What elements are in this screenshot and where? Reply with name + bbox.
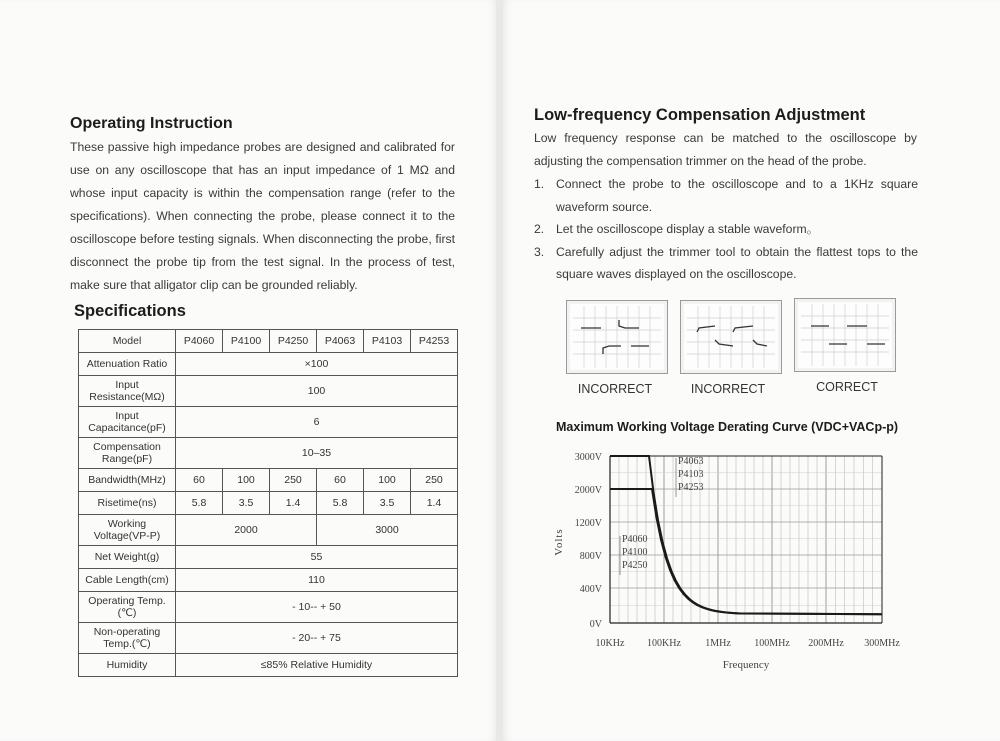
table-row (79, 654, 458, 677)
annotation-label: P4063 (678, 456, 704, 467)
model-cell: P4060 (176, 330, 223, 353)
working-voltage-label: Working Voltage(VP-P) (79, 515, 176, 546)
bandwidth-cell: 250 (270, 469, 317, 492)
bandwidth-label: Bandwidth(MHz) (79, 469, 176, 492)
risetime-cell: 1.4 (270, 492, 317, 515)
derating-chart (540, 440, 920, 680)
scope-label: CORRECT (816, 380, 878, 394)
model-label: Model (79, 330, 176, 353)
table-row (79, 569, 458, 592)
lowfreq-paragraph: Low frequency response can be matched to the oscilloscope by adjusting the compensation trimmer on the head of the probe. (534, 131, 917, 168)
step-text: Carefully adjust the trimmer tool to obtain the flattest tops to the square waves displayed on the oscilloscope. (556, 244, 918, 281)
chart-title: Maximum Working Voltage Derating Curve (VDC+VACp-p) (556, 420, 899, 434)
input-resistance-label: Input Resistance(MΩ) (79, 376, 176, 407)
x-tick-label: 200MHz (808, 638, 844, 649)
table-row (79, 546, 458, 569)
waveform-overshoot-icon (573, 306, 661, 368)
x-tick-labels (596, 638, 901, 649)
scope-screen-correct (794, 298, 896, 372)
operating-heading: Operating Instruction (70, 115, 233, 132)
table-row (79, 330, 458, 353)
input-capacitance-label: Input Capacitance(pF) (79, 407, 176, 438)
y-tick-label: 800V (579, 551, 602, 562)
attenuation-value: ×100 (176, 353, 458, 376)
step-number: 3. (534, 244, 545, 259)
bandwidth-cell: 60 (176, 469, 223, 492)
specifications-heading: Specifications (74, 302, 186, 320)
annotation-label: P4103 (678, 469, 704, 480)
annotation-label: P4060 (622, 534, 648, 545)
list-item (534, 241, 918, 286)
table-row (79, 407, 458, 438)
risetime-cell: 1.4 (411, 492, 458, 515)
nonoperating-temp-label: Non-operating Temp.(℃) (79, 623, 176, 654)
series-line (610, 456, 882, 614)
net-weight-value: 55 (176, 546, 458, 569)
y-tick-label: 3000V (574, 452, 602, 463)
risetime-cell: 5.8 (317, 492, 364, 515)
model-cell: P4063 (317, 330, 364, 353)
step-number: 2. (534, 222, 545, 236)
risetime-cell: 3.5 (364, 492, 411, 515)
bandwidth-cell: 60 (317, 469, 364, 492)
compensation-label: Compensation Range(pF) (79, 438, 176, 469)
bandwidth-cell: 100 (223, 469, 270, 492)
risetime-cell: 5.8 (176, 492, 223, 515)
chart-axes (610, 456, 882, 623)
compensation-value: 10–35 (176, 438, 458, 469)
x-axis-label: Frequency (722, 659, 770, 671)
table-row (79, 353, 458, 376)
series-line (610, 489, 882, 614)
x-tick-label: 10KHz (595, 638, 625, 649)
chart-series (610, 456, 882, 614)
risetime-label: Risetime(ns) (79, 492, 176, 515)
x-tick-label: 100MHz (754, 638, 790, 649)
annotation-label: P4253 (678, 482, 704, 493)
chart-grid (610, 456, 882, 623)
operating-temp-label: Operating Temp.(℃) (79, 592, 176, 623)
scope-screen-undercompensated (680, 300, 782, 374)
model-cell: P4103 (364, 330, 411, 353)
y-tick-label: 400V (579, 584, 602, 595)
scope-screen-overcompensated (566, 300, 668, 374)
table-row (79, 515, 458, 546)
step-number: 1. (534, 177, 545, 191)
left-page (0, 0, 497, 741)
risetime-cell: 3.5 (223, 492, 270, 515)
annotation-label: P4250 (622, 560, 648, 571)
steps-list (534, 173, 918, 286)
cable-length-value: 110 (176, 569, 458, 592)
step-text: Let the oscilloscope display a stable waveform。 (556, 222, 819, 236)
annotation-label: P4100 (622, 547, 648, 558)
list-item (534, 173, 918, 218)
scope-label: INCORRECT (690, 382, 766, 396)
net-weight-label: Net Weight(g) (79, 546, 176, 569)
x-tick-label: 300MHz (864, 638, 900, 649)
bandwidth-cell: 100 (364, 469, 411, 492)
waveform-flat-icon (801, 304, 889, 366)
humidity-label: Humidity (79, 654, 176, 677)
table-row (79, 592, 458, 623)
table-row (79, 492, 458, 515)
operating-temp-value: - 10-- + 50 (176, 592, 458, 623)
x-tick-label: 1MHz (705, 638, 731, 649)
model-cell: P4250 (270, 330, 317, 353)
y-tick-labels (575, 452, 603, 630)
specifications-table (78, 329, 458, 677)
table-row (79, 376, 458, 407)
x-tick-label: 100KHz (647, 638, 681, 649)
waveform-rounded-icon (687, 306, 775, 368)
nonoperating-temp-value: - 20-- + 75 (176, 623, 458, 654)
bandwidth-cell: 250 (411, 469, 458, 492)
scope-label: INCORRECT (577, 382, 653, 396)
table-row (79, 469, 458, 492)
humidity-value: ≤85% Relative Humidity (176, 654, 458, 677)
y-tick-label: 0V (589, 619, 602, 630)
cable-length-label: Cable Length(cm) (79, 569, 176, 592)
step-text: Connect the probe to the oscilloscope and to a 1KHz square waveform source. (556, 177, 918, 214)
list-item (534, 218, 918, 241)
table-row (79, 438, 458, 469)
working-voltage-cell: 2000 (176, 515, 317, 546)
working-voltage-cell: 3000 (317, 515, 458, 546)
input-capacitance-value: 6 (176, 407, 458, 438)
input-resistance-value: 100 (176, 376, 458, 407)
attenuation-label: Attenuation Ratio (79, 353, 176, 376)
model-cell: P4253 (411, 330, 458, 353)
operating-paragraph: These passive high impedance probes are designed and calibrated for use on any oscilloscope that has an input impedance of 1 MΩ and whose input capacity is within the compensation range (refer to the specifications). When connecting the probe, please connect it to the oscilloscope before testing signals. When disconnecting the probe, first disconnect the probe tip from the test signal. In the process of test, make sure that alligator clip can be grounded reliably. (70, 140, 455, 292)
table-row (79, 623, 458, 654)
lowfreq-heading: Low-frequency Compensation Adjustment (534, 106, 866, 124)
y-axis-label: Volts (553, 528, 565, 556)
y-tick-label: 1200V (574, 518, 602, 529)
model-cell: P4100 (223, 330, 270, 353)
y-tick-label: 2000V (574, 485, 602, 496)
